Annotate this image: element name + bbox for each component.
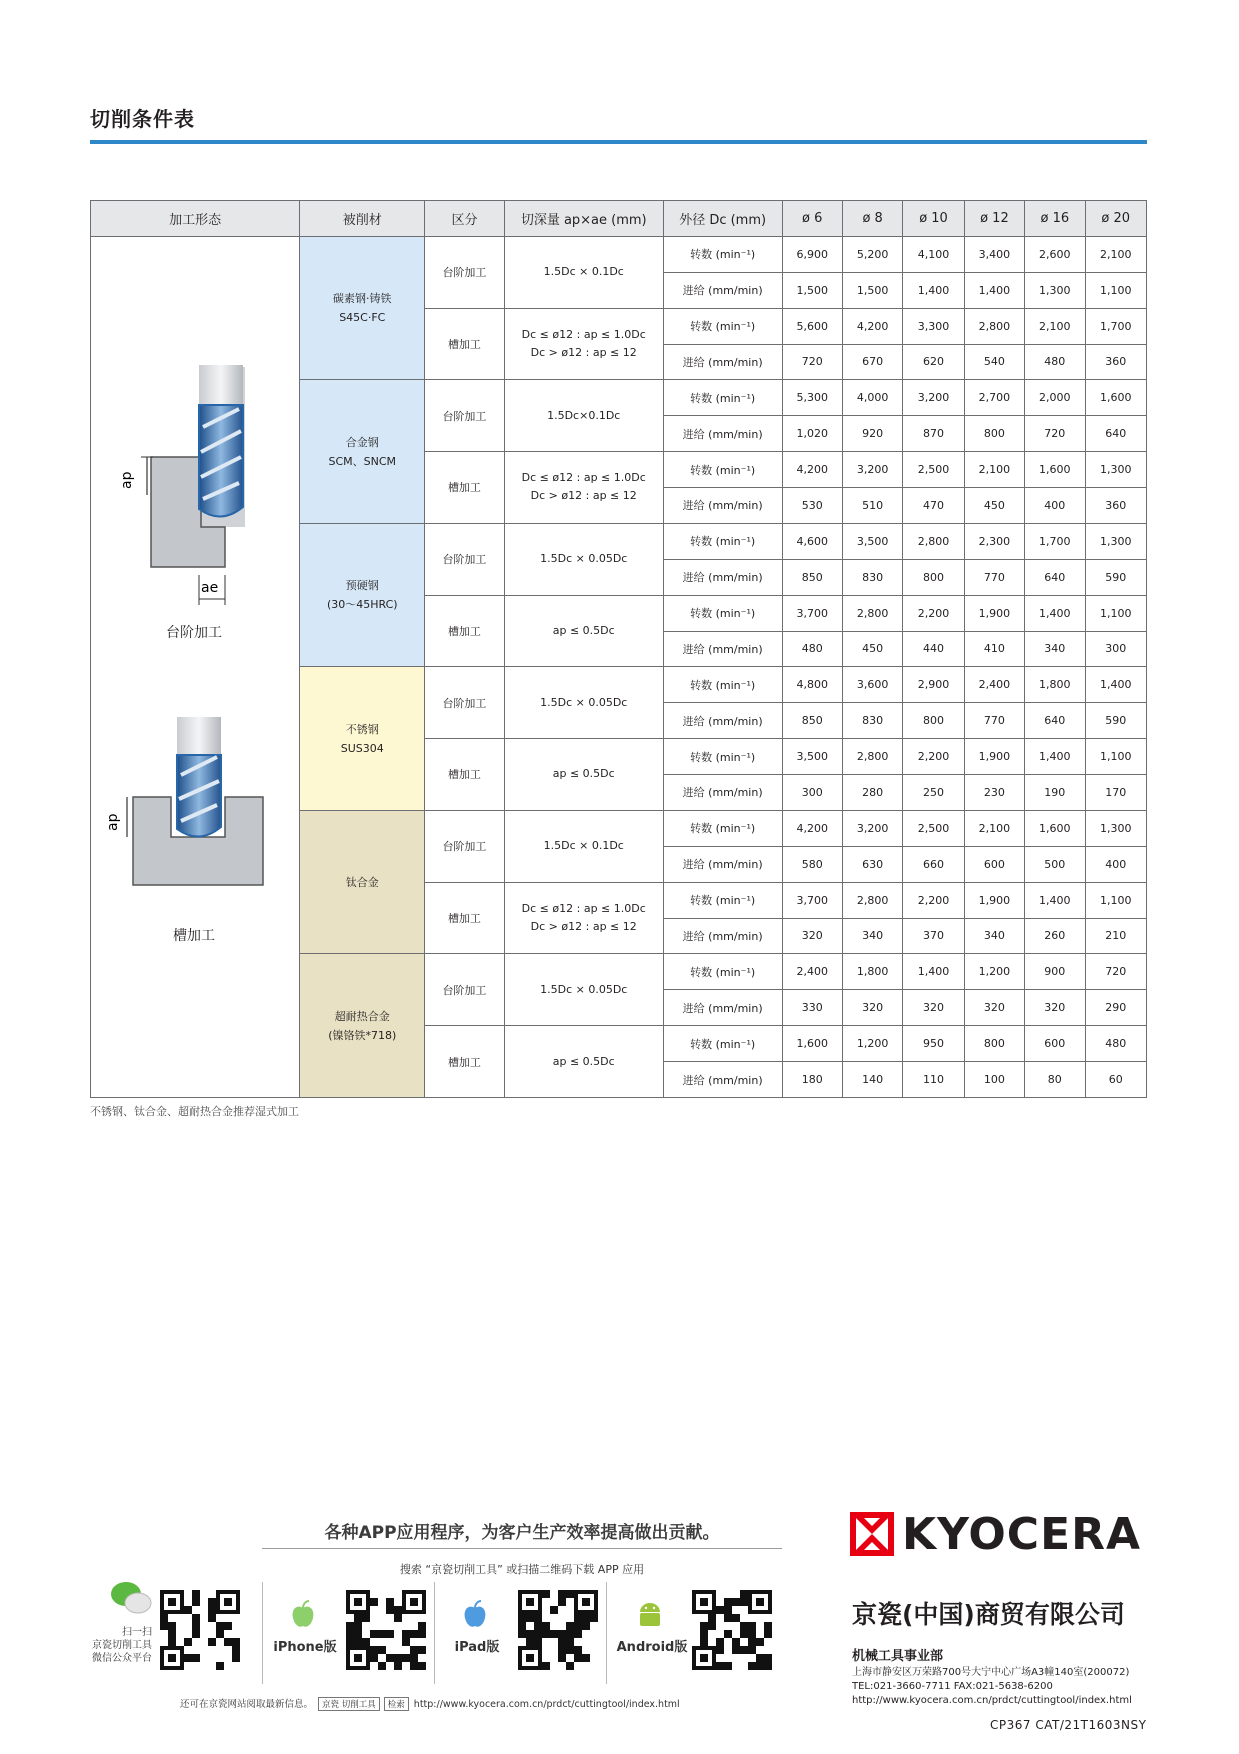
value-cell: 770: [964, 703, 1024, 739]
apple-icon-iphone: [290, 1600, 316, 1630]
header-cell: 外径 Dc (mm): [663, 201, 782, 237]
slot-tool-shank: [177, 717, 221, 755]
machining-type-cell: 台阶加工: [425, 810, 505, 882]
value-cell: 6,900: [782, 237, 842, 273]
value-cell: 2,200: [903, 595, 964, 631]
value-cell: 2,900: [903, 667, 964, 703]
value-cell: 1,400: [1085, 667, 1147, 703]
value-cell: 4,800: [782, 667, 842, 703]
parameter-unit-cell: 进给 (mm/min): [663, 846, 782, 882]
value-cell: 590: [1085, 559, 1147, 595]
value-cell: 190: [1025, 775, 1085, 811]
machining-type-cell: 槽加工: [425, 452, 505, 524]
step-tool-shank: [199, 365, 243, 405]
depth-of-cut-cell: 1.5Dc×0.1Dc: [504, 380, 663, 452]
value-cell: 360: [1085, 344, 1147, 380]
machining-type-cell: 台阶加工: [425, 523, 505, 595]
value-cell: 480: [1025, 344, 1085, 380]
value-cell: 640: [1025, 559, 1085, 595]
table-row: [91, 237, 1147, 273]
title-rule: [90, 140, 1147, 144]
value-cell: 3,500: [842, 523, 902, 559]
value-cell: 2,600: [1025, 237, 1085, 273]
value-cell: 640: [1085, 416, 1147, 452]
table-header-row: [91, 201, 1147, 237]
value-cell: 590: [1085, 703, 1147, 739]
value-cell: 2,300: [964, 523, 1024, 559]
value-cell: 250: [903, 775, 964, 811]
value-cell: 3,700: [782, 595, 842, 631]
parameter-unit-cell: 进给 (mm/min): [663, 918, 782, 954]
material-name: 不锈钢: [345, 722, 379, 736]
value-cell: 1,020: [782, 416, 842, 452]
parameter-unit-cell: 进给 (mm/min): [663, 990, 782, 1026]
value-cell: 1,700: [1025, 523, 1085, 559]
slot-caption: 槽加工: [173, 928, 215, 944]
parameter-unit-cell: 进给 (mm/min): [663, 559, 782, 595]
value-cell: 2,800: [842, 882, 902, 918]
depth-of-cut-cell: Dc ≤ ø12 : ap ≤ 1.0Dc Dc > ø12 : ap ≤ 12: [504, 882, 663, 954]
value-cell: 600: [964, 846, 1024, 882]
apple-icon-ipad: [462, 1600, 488, 1630]
app-promo-title: 各种APP应用程序，为客户生产效率提高做出贡献。: [324, 1523, 720, 1543]
value-cell: 300: [782, 775, 842, 811]
value-cell: 510: [842, 488, 902, 524]
value-cell: 830: [842, 703, 902, 739]
value-cell: 870: [903, 416, 964, 452]
value-cell: 300: [1085, 631, 1147, 667]
android-qr-code[interactable]: [692, 1590, 772, 1670]
machining-diagram: [91, 237, 297, 1097]
value-cell: 320: [964, 990, 1024, 1026]
value-cell: 5,600: [782, 308, 842, 344]
ap-label-step: ap: [119, 471, 135, 489]
value-cell: 2,800: [842, 595, 902, 631]
value-cell: 450: [964, 488, 1024, 524]
value-cell: 1,800: [842, 954, 902, 990]
department-name: 机械工具事业部: [852, 1649, 944, 1664]
header-cell: 加工形态: [91, 201, 300, 237]
value-cell: 800: [903, 703, 964, 739]
depth-of-cut-cell: 1.5Dc × 0.05Dc: [504, 667, 663, 739]
value-cell: 1,600: [1085, 380, 1147, 416]
material-grade: SCM、SNCM: [328, 454, 397, 468]
ipad-qr-code[interactable]: [518, 1590, 598, 1670]
machining-form-cell: [91, 237, 300, 1098]
brand-wordmark: KYOCERA: [902, 1509, 1142, 1560]
value-cell: 1,500: [842, 272, 902, 308]
depth-of-cut-cell: 1.5Dc × 0.05Dc: [504, 954, 663, 1026]
value-cell: 1,900: [964, 882, 1024, 918]
value-cell: 1,800: [1025, 667, 1085, 703]
material-name: 碳素钢·铸铁: [333, 292, 392, 306]
contact-info: 上海市静安区万荣路700号大宁中心广场A3幢140室(200072) TEL:021-3660-7711 FAX:021-5638-6200 http://www.kyocera.com.cn/prdct/cuttingtool/index.html: [852, 1667, 1132, 1706]
material-grade: (镍铬铁*718): [328, 1028, 397, 1042]
value-cell: 470: [903, 488, 964, 524]
machining-type-cell: 槽加工: [425, 739, 505, 811]
parameter-unit-cell: 转数 (min⁻¹): [663, 452, 782, 488]
value-cell: 5,300: [782, 380, 842, 416]
value-cell: 530: [782, 488, 842, 524]
parameter-unit-cell: 转数 (min⁻¹): [663, 954, 782, 990]
value-cell: 80: [1025, 1062, 1085, 1098]
machining-type-cell: 槽加工: [425, 882, 505, 954]
header-cell: ø 16: [1025, 201, 1085, 237]
value-cell: 670: [842, 344, 902, 380]
android-label: Android版: [616, 1640, 688, 1655]
depth-of-cut-cell: ap ≤ 0.5Dc: [504, 1026, 663, 1098]
material-name: 合金钢: [345, 435, 379, 449]
value-cell: 1,900: [964, 595, 1024, 631]
value-cell: 2,400: [782, 954, 842, 990]
ae-label: ae: [201, 580, 219, 596]
header-cell: 切深量 ap×ae (mm): [504, 201, 663, 237]
value-cell: 1,900: [964, 739, 1024, 775]
header-cell: ø 10: [903, 201, 964, 237]
parameter-unit-cell: 进给 (mm/min): [663, 488, 782, 524]
value-cell: 3,200: [842, 452, 902, 488]
value-cell: 2,100: [1085, 237, 1147, 273]
value-cell: 580: [782, 846, 842, 882]
parameter-unit-cell: 转数 (min⁻¹): [663, 595, 782, 631]
search-button-graphic: 检索: [384, 1697, 409, 1711]
value-cell: 720: [1025, 416, 1085, 452]
depth-of-cut-cell: 1.5Dc × 0.1Dc: [504, 810, 663, 882]
header-cell: ø 8: [842, 201, 902, 237]
value-cell: 180: [782, 1062, 842, 1098]
value-cell: 800: [903, 559, 964, 595]
value-cell: 800: [964, 416, 1024, 452]
cutting-conditions-table: [90, 200, 1147, 1098]
value-cell: 920: [842, 416, 902, 452]
parameter-unit-cell: 进给 (mm/min): [663, 344, 782, 380]
material-name: 预硬钢: [345, 579, 379, 593]
value-cell: 1,300: [1085, 452, 1147, 488]
material-name: 钛合金: [345, 875, 379, 889]
value-cell: 2,200: [903, 739, 964, 775]
value-cell: 1,100: [1085, 739, 1147, 775]
machining-type-cell: 槽加工: [425, 1026, 505, 1098]
value-cell: 3,500: [782, 739, 842, 775]
company-name: 京瓷(中国)商贸有限公司: [852, 1600, 1125, 1629]
value-cell: 280: [842, 775, 902, 811]
value-cell: 4,200: [782, 452, 842, 488]
material-cell: [300, 523, 425, 667]
material-cell: [300, 380, 425, 524]
value-cell: 4,600: [782, 523, 842, 559]
material-cell: [300, 667, 425, 811]
page-title: 切削条件表: [90, 107, 195, 131]
value-cell: 450: [842, 631, 902, 667]
endmill-illustrations: [91, 237, 297, 1097]
value-cell: 2,400: [964, 667, 1024, 703]
iphone-label: iPhone版: [273, 1640, 337, 1655]
value-cell: 2,500: [903, 452, 964, 488]
value-cell: 1,700: [1085, 308, 1147, 344]
parameter-unit-cell: 转数 (min⁻¹): [663, 237, 782, 273]
material-grade: (30～45HRC): [326, 598, 398, 612]
value-cell: 500: [1025, 846, 1085, 882]
value-cell: 1,300: [1085, 523, 1147, 559]
material-cell: [300, 810, 425, 954]
value-cell: 830: [842, 559, 902, 595]
depth-of-cut-cell: Dc ≤ ø12 : ap ≤ 1.0Dc Dc > ø12 : ap ≤ 12: [504, 452, 663, 524]
value-cell: 3,700: [782, 882, 842, 918]
value-cell: 4,000: [842, 380, 902, 416]
parameter-unit-cell: 转数 (min⁻¹): [663, 308, 782, 344]
value-cell: 4,200: [842, 308, 902, 344]
depth-of-cut-cell: ap ≤ 0.5Dc: [504, 595, 663, 667]
value-cell: 1,600: [782, 1026, 842, 1062]
value-cell: 1,400: [1025, 595, 1085, 631]
value-cell: 4,100: [903, 237, 964, 273]
value-cell: 1,300: [1025, 272, 1085, 308]
machining-type-cell: 台阶加工: [425, 237, 505, 309]
ipad-label: iPad版: [454, 1640, 500, 1655]
value-cell: 850: [782, 559, 842, 595]
value-cell: 100: [964, 1062, 1024, 1098]
value-cell: 230: [964, 775, 1024, 811]
value-cell: 2,500: [903, 810, 964, 846]
value-cell: 410: [964, 631, 1024, 667]
value-cell: 330: [782, 990, 842, 1026]
parameter-unit-cell: 转数 (min⁻¹): [663, 1026, 782, 1062]
value-cell: 3,300: [903, 308, 964, 344]
value-cell: 2,100: [964, 810, 1024, 846]
value-cell: 950: [903, 1026, 964, 1062]
value-cell: 4,200: [782, 810, 842, 846]
parameter-unit-cell: 转数 (min⁻¹): [663, 810, 782, 846]
parameter-unit-cell: 进给 (mm/min): [663, 272, 782, 308]
value-cell: 640: [1025, 703, 1085, 739]
value-cell: 3,600: [842, 667, 902, 703]
value-cell: 2,200: [903, 882, 964, 918]
wechat-caption: 扫一扫 京瓷切削工具 微信公众平台: [92, 1627, 152, 1664]
value-cell: 5,200: [842, 237, 902, 273]
value-cell: 1,400: [1025, 739, 1085, 775]
value-cell: 440: [903, 631, 964, 667]
value-cell: 1,400: [964, 272, 1024, 308]
company-url[interactable]: http://www.kyocera.com.cn/prdct/cuttingtool/index.html: [852, 1695, 1132, 1706]
value-cell: 770: [964, 559, 1024, 595]
parameter-unit-cell: 进给 (mm/min): [663, 703, 782, 739]
value-cell: 850: [782, 703, 842, 739]
value-cell: 140: [842, 1062, 902, 1098]
website-line: 还可在京瓷网站阅取最新信息。 京瓷 切削工具 检索 http://www.kyocera.com.cn/prdct/cuttingtool/index.html: [180, 1699, 680, 1710]
parameter-unit-cell: 转数 (min⁻¹): [663, 667, 782, 703]
header-cell: ø 6: [782, 201, 842, 237]
value-cell: 620: [903, 344, 964, 380]
parameter-unit-cell: 进给 (mm/min): [663, 775, 782, 811]
machining-type-cell: 台阶加工: [425, 667, 505, 739]
value-cell: 340: [964, 918, 1024, 954]
value-cell: 660: [903, 846, 964, 882]
value-cell: 370: [903, 918, 964, 954]
value-cell: 900: [1025, 954, 1085, 990]
header-cell: ø 12: [964, 201, 1024, 237]
value-cell: 1,400: [903, 272, 964, 308]
value-cell: 320: [903, 990, 964, 1026]
value-cell: 1,500: [782, 272, 842, 308]
header-cell: 区分: [425, 201, 505, 237]
value-cell: 320: [782, 918, 842, 954]
value-cell: 1,200: [842, 1026, 902, 1062]
value-cell: 400: [1025, 488, 1085, 524]
parameter-unit-cell: 进给 (mm/min): [663, 416, 782, 452]
value-cell: 1,400: [1025, 882, 1085, 918]
value-cell: 320: [842, 990, 902, 1026]
value-cell: 600: [1025, 1026, 1085, 1062]
app-promo-rule: [262, 1548, 782, 1549]
value-cell: 2,000: [1025, 380, 1085, 416]
parameter-unit-cell: 进给 (mm/min): [663, 631, 782, 667]
depth-of-cut-cell: 1.5Dc × 0.1Dc: [504, 237, 663, 309]
value-cell: 630: [842, 846, 902, 882]
value-cell: 1,100: [1085, 272, 1147, 308]
machining-type-cell: 台阶加工: [425, 954, 505, 1026]
value-cell: 340: [1025, 631, 1085, 667]
depth-of-cut-cell: ap ≤ 0.5Dc: [504, 739, 663, 811]
value-cell: 290: [1085, 990, 1147, 1026]
value-cell: 1,400: [903, 954, 964, 990]
material-grade: S45C·FC: [339, 311, 386, 325]
value-cell: 800: [964, 1026, 1024, 1062]
value-cell: 540: [964, 344, 1024, 380]
website-url[interactable]: http://www.kyocera.com.cn/prdct/cuttingtool/index.html: [413, 1699, 680, 1710]
value-cell: 210: [1085, 918, 1147, 954]
parameter-unit-cell: 转数 (min⁻¹): [663, 882, 782, 918]
value-cell: 2,700: [964, 380, 1024, 416]
depth-of-cut-cell: Dc ≤ ø12 : ap ≤ 1.0Dc Dc > ø12 : ap ≤ 12: [504, 308, 663, 380]
value-cell: 60: [1085, 1062, 1147, 1098]
value-cell: 480: [782, 631, 842, 667]
header-cell: ø 20: [1085, 201, 1147, 237]
step-caption: 台阶加工: [166, 625, 222, 641]
material-name: 超耐热合金: [334, 1009, 390, 1023]
wet-machining-note: 不锈钢、钛合金、超耐热合金推荐湿式加工: [90, 1105, 299, 1118]
value-cell: 3,200: [903, 380, 964, 416]
depth-of-cut-cell: 1.5Dc × 0.05Dc: [504, 523, 663, 595]
value-cell: 1,300: [1085, 810, 1147, 846]
value-cell: 720: [1085, 954, 1147, 990]
value-cell: 1,600: [1025, 810, 1085, 846]
value-cell: 320: [1025, 990, 1085, 1026]
value-cell: 360: [1085, 488, 1147, 524]
header-cell: 被削材: [300, 201, 425, 237]
app-search-hint: 搜索 “京瓷切削工具” 或扫描二维码下载 APP 应用: [399, 1563, 645, 1576]
machining-type-cell: 槽加工: [425, 308, 505, 380]
iphone-qr-code[interactable]: [346, 1590, 426, 1670]
value-cell: 2,100: [964, 452, 1024, 488]
value-cell: 400: [1085, 846, 1147, 882]
material-cell: [300, 237, 425, 380]
value-cell: 2,800: [964, 308, 1024, 344]
value-cell: 1,200: [964, 954, 1024, 990]
material-cell: [300, 954, 425, 1098]
value-cell: 260: [1025, 918, 1085, 954]
search-keyword-box: 京瓷 切削工具: [318, 1697, 380, 1711]
value-cell: 340: [842, 918, 902, 954]
value-cell: 480: [1085, 1026, 1147, 1062]
value-cell: 1,600: [1025, 452, 1085, 488]
value-cell: 2,100: [1025, 308, 1085, 344]
machining-type-cell: 槽加工: [425, 595, 505, 667]
value-cell: 2,800: [842, 739, 902, 775]
value-cell: 170: [1085, 775, 1147, 811]
kyocera-logo-icon: [850, 1512, 894, 1556]
parameter-unit-cell: 进给 (mm/min): [663, 1062, 782, 1098]
android-icon: [636, 1600, 664, 1630]
parameter-unit-cell: 转数 (min⁻¹): [663, 523, 782, 559]
parameter-unit-cell: 转数 (min⁻¹): [663, 380, 782, 416]
ap-label-slot: ap: [105, 813, 121, 831]
value-cell: 720: [782, 344, 842, 380]
machining-type-cell: 台阶加工: [425, 380, 505, 452]
catalog-code: CP367 CAT/21T1603NSY: [990, 1718, 1147, 1732]
wechat-icon: [110, 1580, 152, 1616]
wechat-qr-code[interactable]: [160, 1590, 240, 1670]
value-cell: 1,100: [1085, 595, 1147, 631]
value-cell: 1,100: [1085, 882, 1147, 918]
value-cell: 3,400: [964, 237, 1024, 273]
value-cell: 3,200: [842, 810, 902, 846]
parameter-unit-cell: 转数 (min⁻¹): [663, 739, 782, 775]
value-cell: 110: [903, 1062, 964, 1098]
value-cell: 2,800: [903, 523, 964, 559]
material-grade: SUS304: [340, 741, 384, 755]
